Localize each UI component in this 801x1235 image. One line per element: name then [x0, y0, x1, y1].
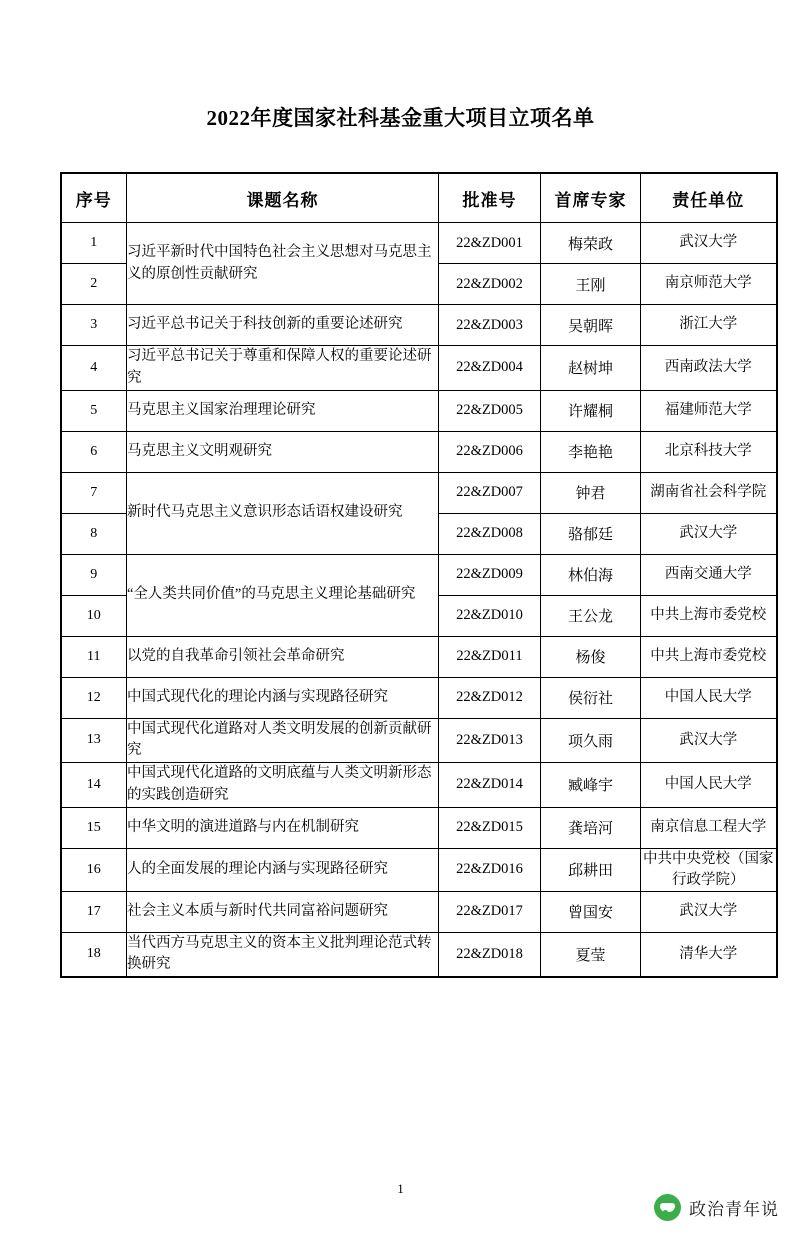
cell-title: 中国式现代化的理论内涵与实现路径研究 [127, 677, 439, 718]
cell-institution: 武汉大学 [641, 891, 777, 932]
page-number: 1 [397, 1181, 404, 1196]
cell-approval-code: 22&ZD013 [439, 718, 541, 763]
cell-approval-code: 22&ZD016 [439, 848, 541, 891]
table-row [61, 554, 777, 595]
table-row [61, 848, 777, 891]
table-header [61, 173, 777, 223]
cell-approval-code: 22&ZD001 [439, 223, 541, 264]
cell-institution: 中共上海市委党校 [641, 636, 777, 677]
cell-title: 习近平总书记关于科技创新的重要论述研究 [127, 305, 439, 346]
cell-title: 习近平总书记关于尊重和保障人权的重要论述研究 [127, 346, 439, 391]
cell-seq: 17 [61, 891, 127, 932]
listing-table-container [60, 172, 774, 978]
column-header-seq: 序号 [61, 173, 127, 223]
table-row [61, 636, 777, 677]
cell-chief-expert: 臧峰宇 [541, 763, 641, 808]
cell-title: 当代西方马克思主义的资本主义批判理论范式转换研究 [127, 932, 439, 977]
cell-chief-expert: 曾国安 [541, 891, 641, 932]
project-listing-table [60, 172, 778, 978]
cell-approval-code: 22&ZD009 [439, 554, 541, 595]
cell-title: 新时代马克思主义意识形态话语权建设研究 [127, 472, 439, 554]
cell-chief-expert: 梅荣政 [541, 223, 641, 264]
cell-approval-code: 22&ZD008 [439, 513, 541, 554]
cell-seq: 18 [61, 932, 127, 977]
cell-chief-expert: 夏莹 [541, 932, 641, 977]
cell-title: 马克思主义国家治理理论研究 [127, 390, 439, 431]
cell-institution: 北京科技大学 [641, 431, 777, 472]
cell-title: 马克思主义文明观研究 [127, 431, 439, 472]
cell-chief-expert: 林伯海 [541, 554, 641, 595]
table-body [61, 223, 777, 978]
cell-chief-expert: 杨俊 [541, 636, 641, 677]
cell-title: 人的全面发展的理论内涵与实现路径研究 [127, 848, 439, 891]
cell-approval-code: 22&ZD006 [439, 431, 541, 472]
cell-seq: 2 [61, 264, 127, 305]
cell-approval-code: 22&ZD004 [439, 346, 541, 391]
cell-chief-expert: 赵树坤 [541, 346, 641, 391]
cell-seq: 9 [61, 554, 127, 595]
cell-title: 以党的自我革命引领社会革命研究 [127, 636, 439, 677]
cell-institution: 中国人民大学 [641, 763, 777, 808]
table-row [61, 718, 777, 763]
document-page [0, 102, 801, 1235]
cell-title: 中国式现代化道路的文明底蕴与人类文明新形态的实践创造研究 [127, 763, 439, 808]
table-row [61, 472, 777, 513]
cell-institution: 武汉大学 [641, 513, 777, 554]
cell-chief-expert: 李艳艳 [541, 431, 641, 472]
column-header-unit: 责任单位 [641, 173, 777, 223]
cell-approval-code: 22&ZD007 [439, 472, 541, 513]
wechat-account-badge-icon [654, 1194, 681, 1221]
cell-institution: 武汉大学 [641, 718, 777, 763]
watermark [654, 1194, 779, 1221]
table-row [61, 932, 777, 977]
cell-seq: 8 [61, 513, 127, 554]
column-header-title: 课题名称 [127, 173, 439, 223]
cell-institution: 中共上海市委党校 [641, 595, 777, 636]
cell-chief-expert: 侯衍社 [541, 677, 641, 718]
cell-seq: 4 [61, 346, 127, 391]
cell-chief-expert: 邱耕田 [541, 848, 641, 891]
table-row [61, 390, 777, 431]
cell-title: 习近平新时代中国特色社会主义思想对马克思主义的原创性贡献研究 [127, 223, 439, 305]
table-row [61, 763, 777, 808]
cell-approval-code: 22&ZD015 [439, 807, 541, 848]
cell-chief-expert: 王公龙 [541, 595, 641, 636]
cell-title: “全人类共同价值”的马克思主义理论基础研究 [127, 554, 439, 636]
table-row [61, 891, 777, 932]
cell-title: 中国式现代化道路对人类文明发展的创新贡献研究 [127, 718, 439, 763]
cell-seq: 5 [61, 390, 127, 431]
cell-institution: 福建师范大学 [641, 390, 777, 431]
cell-chief-expert: 王刚 [541, 264, 641, 305]
cell-seq: 3 [61, 305, 127, 346]
cell-chief-expert: 吴朝晖 [541, 305, 641, 346]
cell-approval-code: 22&ZD018 [439, 932, 541, 977]
cell-institution: 南京师范大学 [641, 264, 777, 305]
cell-institution: 南京信息工程大学 [641, 807, 777, 848]
cell-chief-expert: 许耀桐 [541, 390, 641, 431]
cell-approval-code: 22&ZD002 [439, 264, 541, 305]
cell-approval-code: 22&ZD005 [439, 390, 541, 431]
table-row [61, 346, 777, 391]
cell-seq: 6 [61, 431, 127, 472]
cell-approval-code: 22&ZD014 [439, 763, 541, 808]
cell-institution: 中国人民大学 [641, 677, 777, 718]
cell-institution: 浙江大学 [641, 305, 777, 346]
cell-approval-code: 22&ZD011 [439, 636, 541, 677]
column-header-code: 批准号 [439, 173, 541, 223]
cell-chief-expert: 龚培河 [541, 807, 641, 848]
cell-chief-expert: 钟君 [541, 472, 641, 513]
cell-title: 社会主义本质与新时代共同富裕问题研究 [127, 891, 439, 932]
cell-institution: 中共中央党校（国家行政学院） [641, 848, 777, 891]
page-title: 2022年度国家社科基金重大项目立项名单 [206, 106, 595, 130]
cell-approval-code: 22&ZD003 [439, 305, 541, 346]
cell-approval-code: 22&ZD012 [439, 677, 541, 718]
table-row [61, 223, 777, 264]
cell-title: 中华文明的演进道路与内在机制研究 [127, 807, 439, 848]
table-row [61, 807, 777, 848]
cell-seq: 7 [61, 472, 127, 513]
cell-institution: 西南交通大学 [641, 554, 777, 595]
cell-approval-code: 22&ZD010 [439, 595, 541, 636]
table-row [61, 305, 777, 346]
cell-chief-expert: 项久雨 [541, 718, 641, 763]
cell-seq: 1 [61, 223, 127, 264]
cell-seq: 13 [61, 718, 127, 763]
cell-seq: 10 [61, 595, 127, 636]
cell-seq: 16 [61, 848, 127, 891]
cell-seq: 11 [61, 636, 127, 677]
cell-institution: 清华大学 [641, 932, 777, 977]
cell-chief-expert: 骆郁廷 [541, 513, 641, 554]
table-row [61, 677, 777, 718]
cell-seq: 14 [61, 763, 127, 808]
cell-seq: 15 [61, 807, 127, 848]
table-row [61, 431, 777, 472]
cell-institution: 武汉大学 [641, 223, 777, 264]
cell-approval-code: 22&ZD017 [439, 891, 541, 932]
watermark-label: 政治青年说 [689, 1200, 779, 1219]
cell-seq: 12 [61, 677, 127, 718]
column-header-expert: 首席专家 [541, 173, 641, 223]
cell-institution: 湖南省社会科学院 [641, 472, 777, 513]
table-header-row [61, 173, 777, 223]
cell-institution: 西南政法大学 [641, 346, 777, 391]
